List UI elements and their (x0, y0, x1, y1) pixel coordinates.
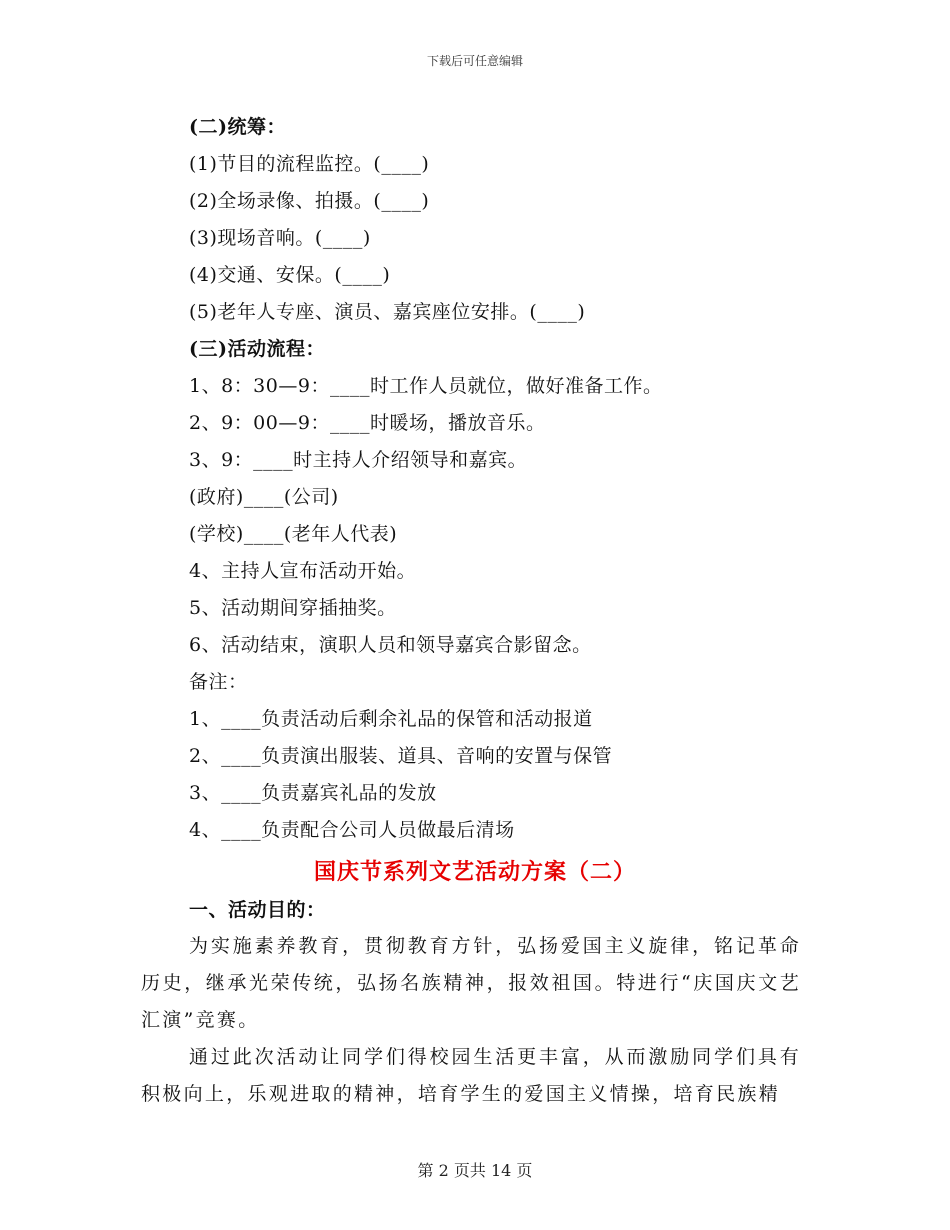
section-heading-coordination: (二)统筹： (189, 116, 286, 138)
list-item: (4)交通、安保。(____) (189, 264, 391, 286)
list-item: 4、主持人宣布活动开始。 (189, 560, 417, 582)
list-item: (5)老年人专座、演员、嘉宾座位安排。(____) (189, 301, 586, 323)
paragraph: 为实施素养教育，贯彻教育方针，弘扬爱国主义旋律，铭记革命历史，继承光荣传统，弘扬名族精神，报效祖国。特进行“庆国庆文艺汇演”竞赛。 (141, 935, 801, 1031)
list-item: (政府)____(公司) (189, 486, 339, 508)
list-item: 2、____负责演出服装、道具、音响的安置与保管 (189, 745, 613, 767)
section-heading-purpose: 一、活动目的： (189, 899, 326, 921)
list-item: 3、9：____时主持人介绍领导和嘉宾。 (189, 449, 528, 471)
list-item: (学校)____(老年人代表) (189, 523, 398, 545)
page-footer: 第 2 页共 14 页 (417, 1161, 533, 1180)
list-item: (1)节目的流程监控。(____) (189, 153, 430, 175)
page-header: 下载后可任意编辑 (426, 54, 523, 68)
paragraph: 通过此次活动让同学们得校园生活更丰富，从而激励同学们具有积极向上，乐观进取的精神，培育学生的爱国主义情操，培育民族精 (141, 1046, 801, 1105)
list-item: 1、____负责活动后剩余礼品的保管和活动报道 (189, 708, 593, 730)
list-item: 1、8：30—9：____时工作人员就位，做好准备工作。 (189, 375, 663, 397)
list-item: 4、____负责配合公司人员做最后清场 (189, 819, 515, 841)
list-item: 3、____负责嘉宾礼品的发放 (189, 782, 437, 804)
list-item: 5、活动期间穿插抽奖。 (189, 597, 397, 619)
list-item: 6、活动结束，演职人员和领导嘉宾合影留念。 (189, 634, 592, 656)
remarks-label: 备注： (189, 671, 248, 693)
document-title: 国庆节系列文艺活动方案（二） (313, 859, 636, 885)
list-item: (3)现场音响。(____) (189, 227, 371, 249)
section-heading-process: (三)活动流程： (189, 338, 325, 360)
list-item: (2)全场录像、拍摄。(____) (189, 190, 430, 212)
list-item: 2、9：00—9：____时暖场，播放音乐。 (189, 412, 546, 434)
